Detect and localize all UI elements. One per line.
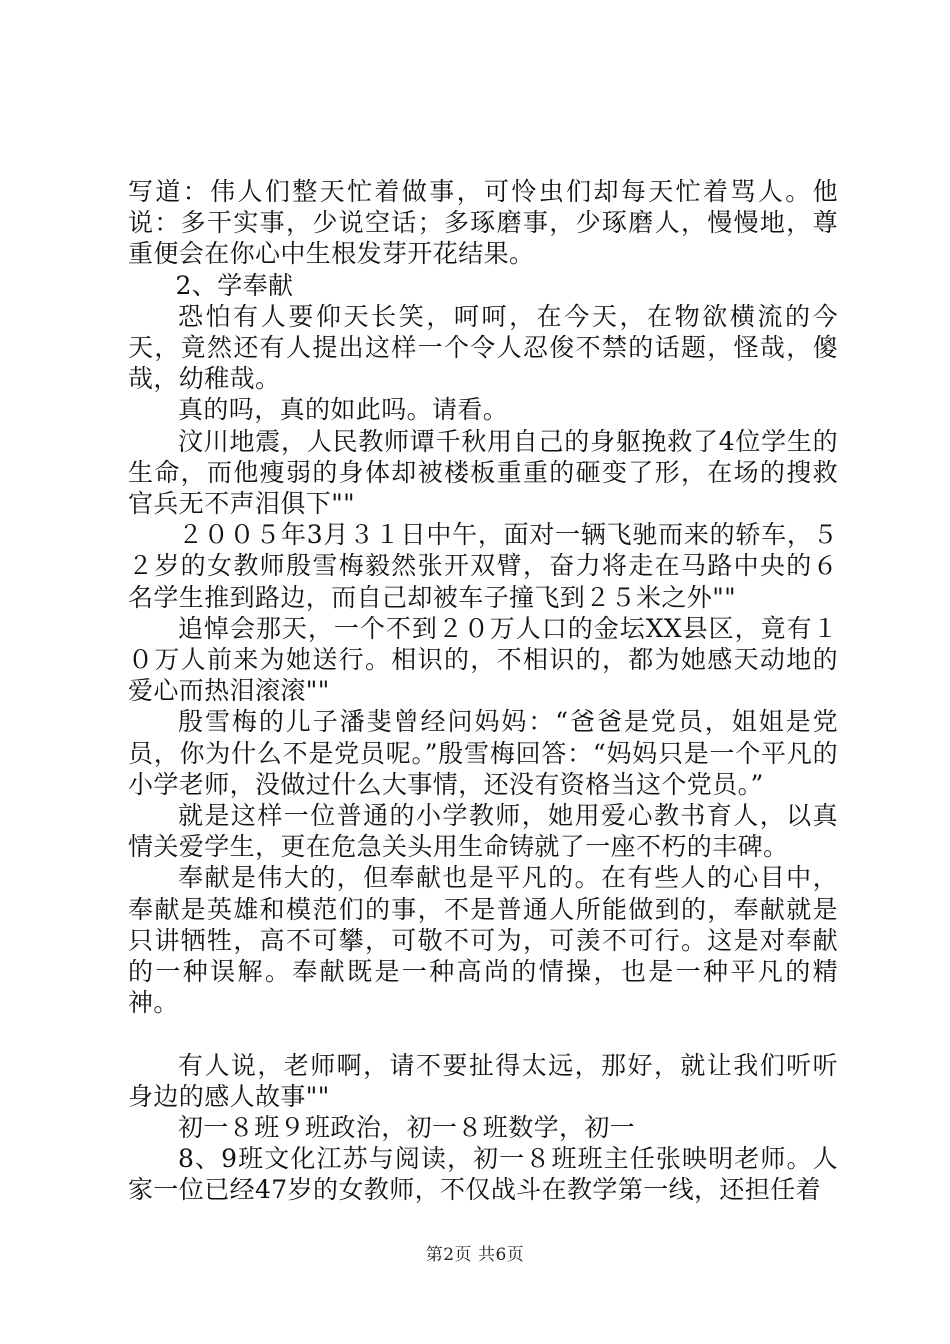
section-heading-dedication: 2、学奉献: [175, 270, 294, 300]
paragraph: ２００５年3月３１日中午，面对一辆飞驰而来的轿车，５２岁的女教师殷雪梅毅然张开双臂，奋力将走在马路中央的６名学生推到路边，而自己却被车子撞飞到２５米之外"": [128, 520, 838, 612]
paragraph: 奉献是伟大的，但奉献也是平凡的。在有些人的心目中，奉献是英雄和模范们的事，不是普通人所能做到的，奉献就是只讲牺牲，高不可攀，可敬不可为，可羡不可行。这是对奉献的一种误解。奉献既是一种高尚的情操，也是一种平凡的精神。: [128, 863, 838, 1018]
blank-line: [128, 1018, 838, 1049]
paragraph: 8、9班文化江苏与阅读，初一８班班主任张映明老师。人家一位已经47岁的女教师，不仅战斗在教学第一线，还担任着: [128, 1144, 838, 1205]
paragraph: 初一８班９班政治，初一８班数学，初一: [178, 1113, 636, 1143]
paragraph-quote-continuation: 写道：伟人们整天忙着做事，可怜虫们却每天忙着骂人。他说：多干实事，少说空话；多琢磨事，少琢磨人，慢慢地，尊重便会在你心中生根发芽开花结果。: [128, 177, 838, 269]
paragraph: 就是这样一位普通的小学教师，她用爱心教书育人，以真情关爱学生，更在危急关头用生命铸就了一座不朽的丰碑。: [128, 801, 838, 862]
page-number-footer: 第2页 共6页: [425, 1245, 525, 1265]
paragraph: 恐怕有人要仰天长笑，呵呵，在今天，在物欲横流的今天，竟然还有人提出这样一个令人忍俊不禁的话题，怪哉，傻哉，幼稚哉。: [128, 301, 838, 394]
paragraph: 殷雪梅的儿子潘斐曾经问妈妈：“爸爸是党员，姐姐是党员，你为什么不是党员呢。”殷雪梅回答：“妈妈只是一个平凡的小学老师，没做过什么大事情，还没有资格当这个党员。”: [128, 707, 838, 799]
paragraph: 真的吗，真的如此吗。请看。: [178, 395, 509, 425]
document-body: [128, 176, 838, 1206]
paragraph: 汶川地震，人民教师谭千秋用自己的身躯挽救了4位学生的生命，而他瘦弱的身体却被楼板重重的砸变了形，在场的搜救官兵无不声泪俱下"": [128, 426, 838, 519]
paragraph: 有人说，老师啊，请不要扯得太远，那好，就让我们听听身边的感人故事"": [128, 1050, 838, 1111]
paragraph: 追悼会那天，一个不到２０万人口的金坛XX县区，竟有１０万人前来为她送行。相识的，不相识的，都为她感天动地的爱心而热泪滚滚"": [128, 613, 838, 706]
